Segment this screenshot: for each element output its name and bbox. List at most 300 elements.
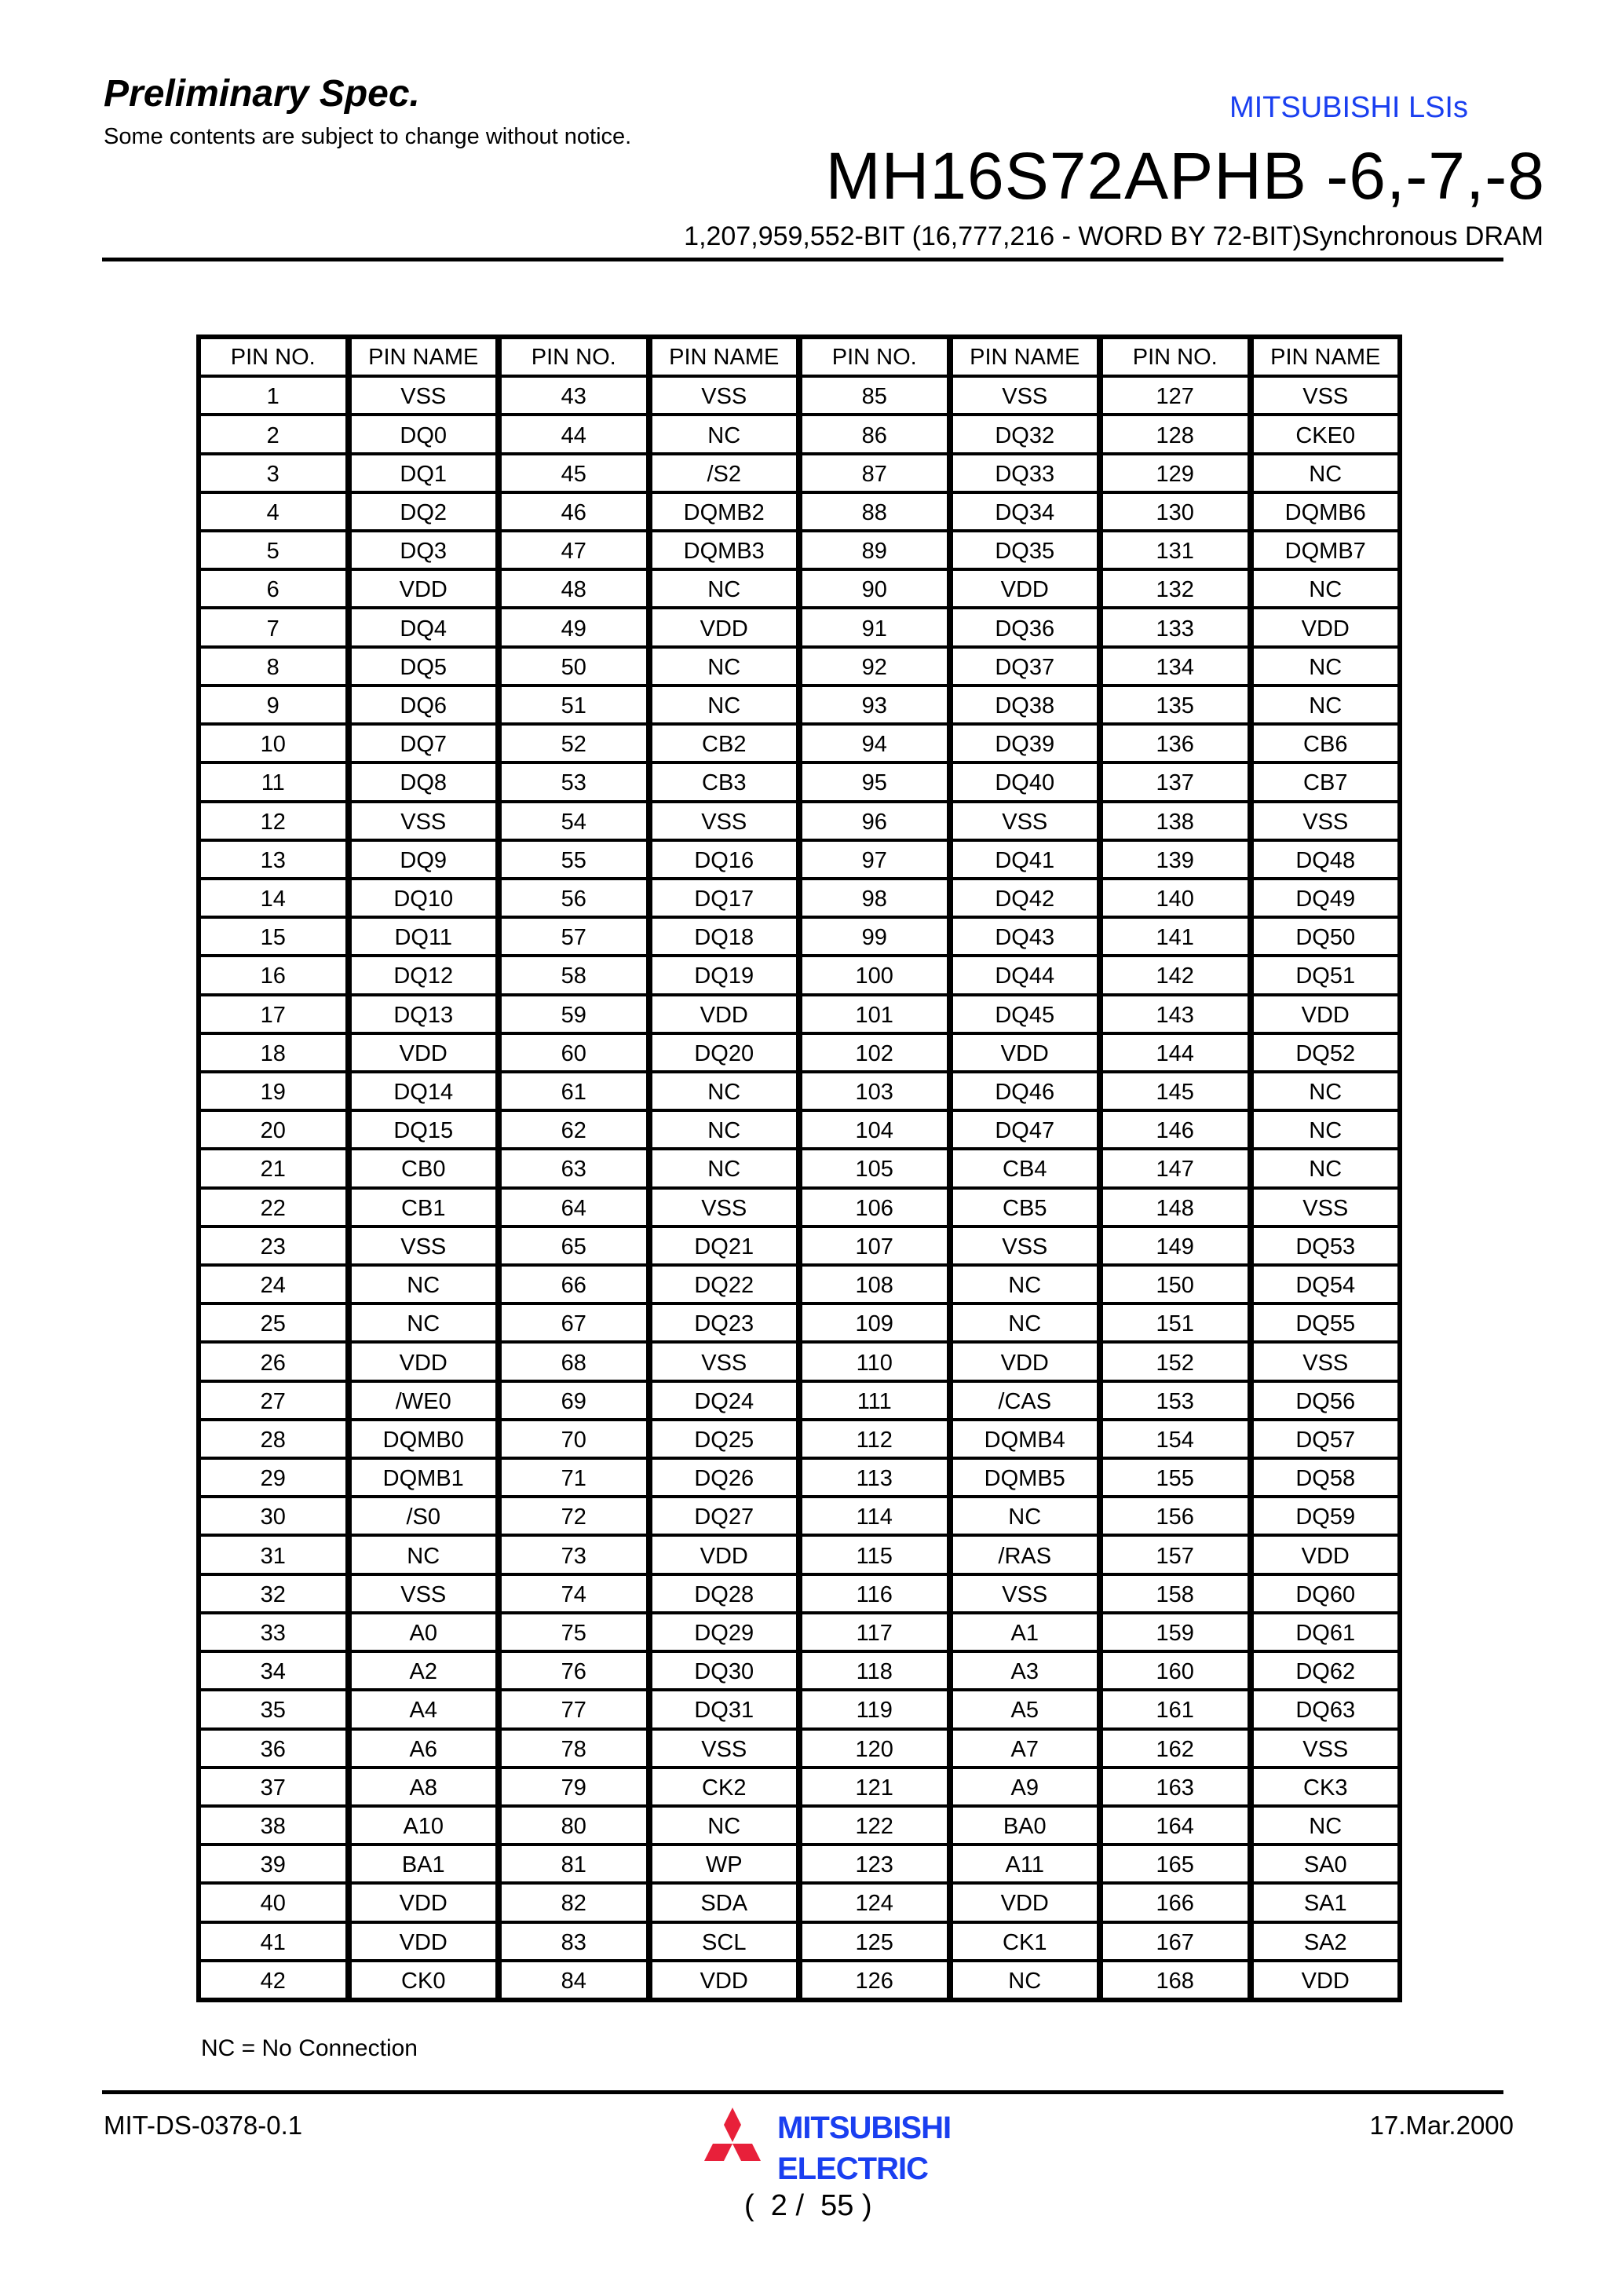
pin-number-cell: 86 xyxy=(802,416,947,452)
pin-number-cell: 36 xyxy=(201,1731,345,1766)
pin-name-cell: DQ53 xyxy=(1254,1228,1398,1263)
pin-name-cell: /RAS xyxy=(953,1537,1098,1572)
pin-name-cell: CB0 xyxy=(352,1150,496,1186)
pin-name-cell: NC xyxy=(652,416,797,452)
pin-name-cell: VSS xyxy=(1254,1731,1398,1766)
pin-number-cell: 92 xyxy=(802,649,947,684)
pin-name-cell: VDD xyxy=(1254,996,1398,1032)
pin-number-cell: 135 xyxy=(1103,687,1248,722)
pin-number-cell: 85 xyxy=(802,378,947,413)
pin-name-cell: VSS xyxy=(1254,1190,1398,1225)
pin-name-cell: DQ24 xyxy=(652,1383,797,1418)
pin-name-cell: NC xyxy=(1254,1112,1398,1147)
pin-name-cell: NC xyxy=(1254,571,1398,606)
pin-number-cell: 49 xyxy=(502,609,646,645)
footer-rule xyxy=(102,2090,1503,2094)
pin-number-cell: 110 xyxy=(802,1344,947,1379)
pin-number-cell: 24 xyxy=(201,1267,345,1302)
pin-number-cell: 3 xyxy=(201,455,345,491)
pin-name-cell: A5 xyxy=(953,1691,1098,1727)
pin-name-cell: DQ44 xyxy=(953,957,1098,993)
page-open-paren: ( xyxy=(744,2189,771,2222)
pin-name-cell: DQ40 xyxy=(953,764,1098,799)
pin-name-cell: DQ42 xyxy=(953,880,1098,916)
pin-number-cell: 29 xyxy=(201,1460,345,1495)
pin-number-cell: 142 xyxy=(1103,957,1248,993)
pin-name-cell: DQ27 xyxy=(652,1498,797,1534)
pin-number-cell: 43 xyxy=(502,378,646,413)
pin-number-cell: 40 xyxy=(201,1885,345,1920)
pin-number-cell: 132 xyxy=(1103,571,1248,606)
change-notice: Some contents are subject to change without notice. xyxy=(104,124,632,149)
pin-number-cell: 76 xyxy=(502,1653,646,1688)
pin-number-cell: 87 xyxy=(802,455,947,491)
pin-name-cell: NC xyxy=(652,649,797,684)
pin-name-cell: CB1 xyxy=(352,1190,496,1225)
pin-number-cell: 77 xyxy=(502,1691,646,1727)
pin-name-cell: DQ32 xyxy=(953,416,1098,452)
pin-name-cell: DQ46 xyxy=(953,1073,1098,1109)
pin-name-cell: NC xyxy=(953,1305,1098,1340)
pin-number-cell: 38 xyxy=(201,1808,345,1843)
pin-name-cell: SA1 xyxy=(1254,1885,1398,1920)
logo-line-1: MITSUBISHI xyxy=(777,2111,952,2145)
pin-name-cell: VSS xyxy=(953,378,1098,413)
pin-name-cell: CK2 xyxy=(652,1769,797,1804)
pin-number-cell: 146 xyxy=(1103,1112,1248,1147)
pin-name-cell: DQ33 xyxy=(953,455,1098,491)
pin-number-cell: 81 xyxy=(502,1846,646,1881)
pin-name-cell: DQ61 xyxy=(1254,1614,1398,1650)
pin-number-cell: 71 xyxy=(502,1460,646,1495)
pin-name-cell: A10 xyxy=(352,1808,496,1843)
pin-number-cell: 27 xyxy=(201,1383,345,1418)
pin-name-cell: VDD xyxy=(1254,1962,1398,1998)
pin-name-cell: DQ41 xyxy=(953,842,1098,877)
pin-number-cell: 144 xyxy=(1103,1035,1248,1070)
pin-number-cell: 152 xyxy=(1103,1344,1248,1379)
pin-name-cell: DQ22 xyxy=(652,1267,797,1302)
pin-name-cell: VDD xyxy=(953,571,1098,606)
pin-name-cell: DQ8 xyxy=(352,764,496,799)
pin-name-cell: DQ2 xyxy=(352,494,496,529)
pin-name-cell: DQMB4 xyxy=(953,1421,1098,1457)
pin-name-cell: WP xyxy=(652,1846,797,1881)
pin-name-cell: DQ62 xyxy=(1254,1653,1398,1688)
pin-number-cell: 25 xyxy=(201,1305,345,1340)
pin-name-cell: DQMB3 xyxy=(652,532,797,568)
pin-number-cell: 4 xyxy=(201,494,345,529)
pin-name-cell: NC xyxy=(1254,455,1398,491)
pin-name-cell: NC xyxy=(652,687,797,722)
header-rule xyxy=(102,258,1503,261)
pin-name-cell: VDD xyxy=(652,996,797,1032)
pin-name-cell: VDD xyxy=(953,1035,1098,1070)
pin-name-cell: A4 xyxy=(352,1691,496,1727)
pin-number-cell: 163 xyxy=(1103,1769,1248,1804)
pin-number-cell: 7 xyxy=(201,609,345,645)
pin-number-cell: 72 xyxy=(502,1498,646,1534)
pin-name-cell: VDD xyxy=(352,571,496,606)
pin-number-cell: 79 xyxy=(502,1769,646,1804)
pin-number-cell: 50 xyxy=(502,649,646,684)
pin-number-cell: 45 xyxy=(502,455,646,491)
pin-name-cell: DQ11 xyxy=(352,919,496,954)
pin-number-cell: 114 xyxy=(802,1498,947,1534)
pin-number-cell: 153 xyxy=(1103,1383,1248,1418)
preliminary-spec-title: Preliminary Spec. xyxy=(104,73,420,115)
pin-name-cell: SCL xyxy=(652,1924,797,1959)
pin-name-cell: DQ23 xyxy=(652,1305,797,1340)
pin-name-cell: NC xyxy=(652,1073,797,1109)
pin-number-cell: 8 xyxy=(201,649,345,684)
pin-name-cell: VSS xyxy=(652,378,797,413)
pin-name-cell: A11 xyxy=(953,1846,1098,1881)
pin-number-cell: 137 xyxy=(1103,764,1248,799)
pin-name-cell: VSS xyxy=(652,803,797,839)
pin-number-cell: 100 xyxy=(802,957,947,993)
pin-name-cell: DQ14 xyxy=(352,1073,496,1109)
pin-number-cell: 161 xyxy=(1103,1691,1248,1727)
pin-name-cell: DQMB5 xyxy=(953,1460,1098,1495)
pin-name-cell: VDD xyxy=(652,1537,797,1572)
pin-number-cell: 68 xyxy=(502,1344,646,1379)
pin-number-cell: 120 xyxy=(802,1731,947,1766)
pin-number-cell: 42 xyxy=(201,1962,345,1998)
part-number: MH16S72APHB -6,-7,-8 xyxy=(825,139,1545,213)
pin-name-cell: DQ28 xyxy=(652,1576,797,1611)
pin-number-cell: 140 xyxy=(1103,880,1248,916)
document-number: MIT-DS-0378-0.1 xyxy=(104,2111,303,2140)
pin-name-cell: A2 xyxy=(352,1653,496,1688)
pin-number-cell: 167 xyxy=(1103,1924,1248,1959)
pin-number-cell: 157 xyxy=(1103,1537,1248,1572)
pin-name-cell: VDD xyxy=(652,609,797,645)
pin-number-cell: 32 xyxy=(201,1576,345,1611)
pin-name-cell: VSS xyxy=(1254,378,1398,413)
pin-name-cell: NC xyxy=(352,1305,496,1340)
pin-name-cell: VSS xyxy=(1254,1344,1398,1379)
pin-number-cell: 19 xyxy=(201,1073,345,1109)
pin-number-cell: 48 xyxy=(502,571,646,606)
pin-name-cell: NC xyxy=(1254,1808,1398,1843)
pin-number-cell: 138 xyxy=(1103,803,1248,839)
pin-number-cell: 119 xyxy=(802,1691,947,1727)
pin-name-cell: NC xyxy=(1254,649,1398,684)
pin-number-cell: 145 xyxy=(1103,1073,1248,1109)
pin-name-cell: DQ47 xyxy=(953,1112,1098,1147)
pin-number-cell: 73 xyxy=(502,1537,646,1572)
pin-number-cell: 9 xyxy=(201,687,345,722)
pin-number-cell: 95 xyxy=(802,764,947,799)
pin-number-cell: 108 xyxy=(802,1267,947,1302)
pin-name-cell: DQ26 xyxy=(652,1460,797,1495)
pin-name-cell: CK0 xyxy=(352,1962,496,1998)
pin-number-cell: 127 xyxy=(1103,378,1248,413)
pin-number-cell: 136 xyxy=(1103,726,1248,761)
pin-number-cell: 99 xyxy=(802,919,947,954)
pin-number-cell: 106 xyxy=(802,1190,947,1225)
pin-name-cell: VSS xyxy=(652,1344,797,1379)
pin-number-cell: 158 xyxy=(1103,1576,1248,1611)
pin-number-cell: 23 xyxy=(201,1228,345,1263)
pin-number-cell: 89 xyxy=(802,532,947,568)
pin-number-cell: 33 xyxy=(201,1614,345,1650)
pin-name-cell: NC xyxy=(652,571,797,606)
pin-name-cell: VSS xyxy=(352,803,496,839)
pin-name-cell: CK1 xyxy=(953,1924,1098,1959)
pin-number-cell: 115 xyxy=(802,1537,947,1572)
pin-name-cell: VSS xyxy=(652,1731,797,1766)
pin-number-cell: 128 xyxy=(1103,416,1248,452)
pin-name-cell: CK3 xyxy=(1254,1769,1398,1804)
pin-number-cell: 91 xyxy=(802,609,947,645)
pin-number-cell: 41 xyxy=(201,1924,345,1959)
pin-number-cell: 60 xyxy=(502,1035,646,1070)
nc-note: NC = No Connection xyxy=(201,2035,418,2061)
pin-number-cell: 107 xyxy=(802,1228,947,1263)
pin-number-cell: 21 xyxy=(201,1150,345,1186)
pin-name-cell: DQ51 xyxy=(1254,957,1398,993)
pin-name-cell: DQ16 xyxy=(652,842,797,877)
pin-name-cell: /CAS xyxy=(953,1383,1098,1418)
pin-number-cell: 20 xyxy=(201,1112,345,1147)
pin-name-cell: VSS xyxy=(352,1228,496,1263)
pin-name-cell: NC xyxy=(953,1498,1098,1534)
pin-number-cell: 10 xyxy=(201,726,345,761)
pin-number-cell: 112 xyxy=(802,1421,947,1457)
pin-number-cell: 164 xyxy=(1103,1808,1248,1843)
pin-name-cell: DQ57 xyxy=(1254,1421,1398,1457)
pin-number-cell: 111 xyxy=(802,1383,947,1418)
pin-name-cell: VDD xyxy=(953,1885,1098,1920)
pin-name-header: PIN NAME xyxy=(652,339,797,375)
pin-name-cell: A7 xyxy=(953,1731,1098,1766)
pin-number-cell: 90 xyxy=(802,571,947,606)
pin-name-cell: NC xyxy=(953,1267,1098,1302)
pin-number-cell: 124 xyxy=(802,1885,947,1920)
pin-name-header: PIN NAME xyxy=(1254,339,1398,375)
pin-name-cell: DQ59 xyxy=(1254,1498,1398,1534)
pin-name-cell: DQ36 xyxy=(953,609,1098,645)
pin-name-cell: CB5 xyxy=(953,1190,1098,1225)
pin-name-cell: DQ50 xyxy=(1254,919,1398,954)
pin-name-cell: DQ10 xyxy=(352,880,496,916)
pin-name-cell: DQ18 xyxy=(652,919,797,954)
pin-name-cell: DQMB0 xyxy=(352,1421,496,1457)
pin-name-cell: DQ1 xyxy=(352,455,496,491)
pin-number-cell: 162 xyxy=(1103,1731,1248,1766)
pin-number-cell: 129 xyxy=(1103,455,1248,491)
pin-number-cell: 70 xyxy=(502,1421,646,1457)
pin-name-cell: DQ34 xyxy=(953,494,1098,529)
pin-number-cell: 14 xyxy=(201,880,345,916)
pin-name-cell: A9 xyxy=(953,1769,1098,1804)
pin-number-cell: 93 xyxy=(802,687,947,722)
pin-number-cell: 18 xyxy=(201,1035,345,1070)
pin-name-cell: A0 xyxy=(352,1614,496,1650)
pin-name-cell: DQ15 xyxy=(352,1112,496,1147)
pin-name-cell: VDD xyxy=(352,1035,496,1070)
pin-name-cell: DQ30 xyxy=(652,1653,797,1688)
pin-number-cell: 30 xyxy=(201,1498,345,1534)
pin-number-cell: 56 xyxy=(502,880,646,916)
pin-number-cell: 67 xyxy=(502,1305,646,1340)
pin-name-cell: VSS xyxy=(953,803,1098,839)
pin-name-cell: /WE0 xyxy=(352,1383,496,1418)
page-indicator xyxy=(744,2189,872,2223)
pin-name-cell: DQ60 xyxy=(1254,1576,1398,1611)
pin-number-cell: 141 xyxy=(1103,919,1248,954)
pin-number-cell: 160 xyxy=(1103,1653,1248,1688)
pin-name-cell: DQ4 xyxy=(352,609,496,645)
mitsubishi-electric-wordmark xyxy=(777,2108,951,2189)
pin-number-cell: 51 xyxy=(502,687,646,722)
pin-name-cell: VSS xyxy=(652,1190,797,1225)
pin-number-cell: 149 xyxy=(1103,1228,1248,1263)
pin-number-cell: 155 xyxy=(1103,1460,1248,1495)
pin-name-cell: DQ45 xyxy=(953,996,1098,1032)
pin-name-cell: /S2 xyxy=(652,455,797,491)
pin-number-cell: 159 xyxy=(1103,1614,1248,1650)
page-current: 2 xyxy=(770,2189,787,2222)
pin-number-cell: 55 xyxy=(502,842,646,877)
pin-name-cell: DQ12 xyxy=(352,957,496,993)
pin-number-cell: 31 xyxy=(201,1537,345,1572)
pin-name-cell: NC xyxy=(953,1962,1098,1998)
pin-number-cell: 109 xyxy=(802,1305,947,1340)
pin-name-cell: /S0 xyxy=(352,1498,496,1534)
page-total: 55 xyxy=(820,2189,854,2222)
mitsubishi-logo-icon xyxy=(689,2106,776,2184)
pin-number-cell: 126 xyxy=(802,1962,947,1998)
pin-number-cell: 165 xyxy=(1103,1846,1248,1881)
pin-name-cell: NC xyxy=(652,1150,797,1186)
pin-name-cell: VDD xyxy=(1254,1537,1398,1572)
pin-number-cell: 121 xyxy=(802,1769,947,1804)
pin-name-cell: DQ19 xyxy=(652,957,797,993)
pin-number-cell: 16 xyxy=(201,957,345,993)
pin-name-cell: DQ58 xyxy=(1254,1460,1398,1495)
pin-name-cell: DQ54 xyxy=(1254,1267,1398,1302)
pin-number-cell: 35 xyxy=(201,1691,345,1727)
pin-number-cell: 143 xyxy=(1103,996,1248,1032)
pin-name-header: PIN NAME xyxy=(352,339,496,375)
pin-number-cell: 61 xyxy=(502,1073,646,1109)
pin-number-cell: 118 xyxy=(802,1653,947,1688)
pin-number-cell: 151 xyxy=(1103,1305,1248,1340)
pin-name-cell: DQ63 xyxy=(1254,1691,1398,1727)
pin-name-cell: DQ52 xyxy=(1254,1035,1398,1070)
pin-no-header: PIN NO. xyxy=(502,339,646,375)
pin-name-cell: DQMB2 xyxy=(652,494,797,529)
pin-number-cell: 78 xyxy=(502,1731,646,1766)
pin-number-cell: 37 xyxy=(201,1769,345,1804)
pin-number-cell: 122 xyxy=(802,1808,947,1843)
pin-name-cell: VDD xyxy=(1254,609,1398,645)
pin-name-cell: DQ39 xyxy=(953,726,1098,761)
pin-name-cell: A3 xyxy=(953,1653,1098,1688)
pin-number-cell: 83 xyxy=(502,1924,646,1959)
pin-name-cell: DQ55 xyxy=(1254,1305,1398,1340)
pin-name-cell: DQ35 xyxy=(953,532,1098,568)
pin-number-cell: 64 xyxy=(502,1190,646,1225)
pin-name-cell: DQ17 xyxy=(652,880,797,916)
pin-name-cell: DQMB7 xyxy=(1254,532,1398,568)
pin-name-cell: CB3 xyxy=(652,764,797,799)
pin-name-cell: VSS xyxy=(953,1228,1098,1263)
pin-name-cell: NC xyxy=(1254,1150,1398,1186)
pin-name-cell: VSS xyxy=(953,1576,1098,1611)
pin-name-cell: BA1 xyxy=(352,1846,496,1881)
pin-name-cell: DQ48 xyxy=(1254,842,1398,877)
pin-name-cell: DQ29 xyxy=(652,1614,797,1650)
page-close-paren: ) xyxy=(853,2189,872,2222)
pin-name-cell: DQ37 xyxy=(953,649,1098,684)
pin-number-cell: 44 xyxy=(502,416,646,452)
brand-lsi-label: MITSUBISHI LSIs xyxy=(1229,91,1468,124)
pin-number-cell: 39 xyxy=(201,1846,345,1881)
pin-number-cell: 139 xyxy=(1103,842,1248,877)
pin-number-cell: 147 xyxy=(1103,1150,1248,1186)
pin-name-cell: VDD xyxy=(352,1885,496,1920)
pin-number-cell: 104 xyxy=(802,1112,947,1147)
pin-name-cell: A6 xyxy=(352,1731,496,1766)
pin-number-cell: 13 xyxy=(201,842,345,877)
pin-number-cell: 84 xyxy=(502,1962,646,1998)
pin-name-cell: CB2 xyxy=(652,726,797,761)
pin-number-cell: 54 xyxy=(502,803,646,839)
pin-number-cell: 168 xyxy=(1103,1962,1248,1998)
pin-number-cell: 156 xyxy=(1103,1498,1248,1534)
pin-number-cell: 69 xyxy=(502,1383,646,1418)
pin-number-cell: 97 xyxy=(802,842,947,877)
pin-name-header: PIN NAME xyxy=(953,339,1098,375)
pin-number-cell: 53 xyxy=(502,764,646,799)
pin-name-cell: VSS xyxy=(352,378,496,413)
pin-name-cell: DQ31 xyxy=(652,1691,797,1727)
pin-no-header: PIN NO. xyxy=(1103,339,1248,375)
pin-number-cell: 131 xyxy=(1103,532,1248,568)
pin-number-cell: 94 xyxy=(802,726,947,761)
pin-number-cell: 66 xyxy=(502,1267,646,1302)
pin-name-cell: DQ3 xyxy=(352,532,496,568)
pin-number-cell: 125 xyxy=(802,1924,947,1959)
pin-number-cell: 57 xyxy=(502,919,646,954)
part-description: 1,207,959,552-BIT (16,777,216 - WORD BY 72-BIT)Synchronous DRAM xyxy=(684,221,1543,251)
pin-name-cell: CB7 xyxy=(1254,764,1398,799)
pin-number-cell: 101 xyxy=(802,996,947,1032)
pin-name-cell: VSS xyxy=(1254,803,1398,839)
pin-number-cell: 102 xyxy=(802,1035,947,1070)
pin-number-cell: 113 xyxy=(802,1460,947,1495)
pin-name-cell: DQ25 xyxy=(652,1421,797,1457)
pin-name-cell: DQ43 xyxy=(953,919,1098,954)
pin-number-cell: 130 xyxy=(1103,494,1248,529)
pin-name-cell: BA0 xyxy=(953,1808,1098,1843)
pin-number-cell: 12 xyxy=(201,803,345,839)
pin-number-cell: 123 xyxy=(802,1846,947,1881)
pin-table xyxy=(196,335,1402,2002)
pin-name-cell: DQ7 xyxy=(352,726,496,761)
pin-number-cell: 98 xyxy=(802,880,947,916)
pin-number-cell: 11 xyxy=(201,764,345,799)
pin-number-cell: 150 xyxy=(1103,1267,1248,1302)
pin-number-cell: 34 xyxy=(201,1653,345,1688)
pin-name-cell: NC xyxy=(352,1267,496,1302)
pin-name-cell: SDA xyxy=(652,1885,797,1920)
pin-name-cell: DQ49 xyxy=(1254,880,1398,916)
